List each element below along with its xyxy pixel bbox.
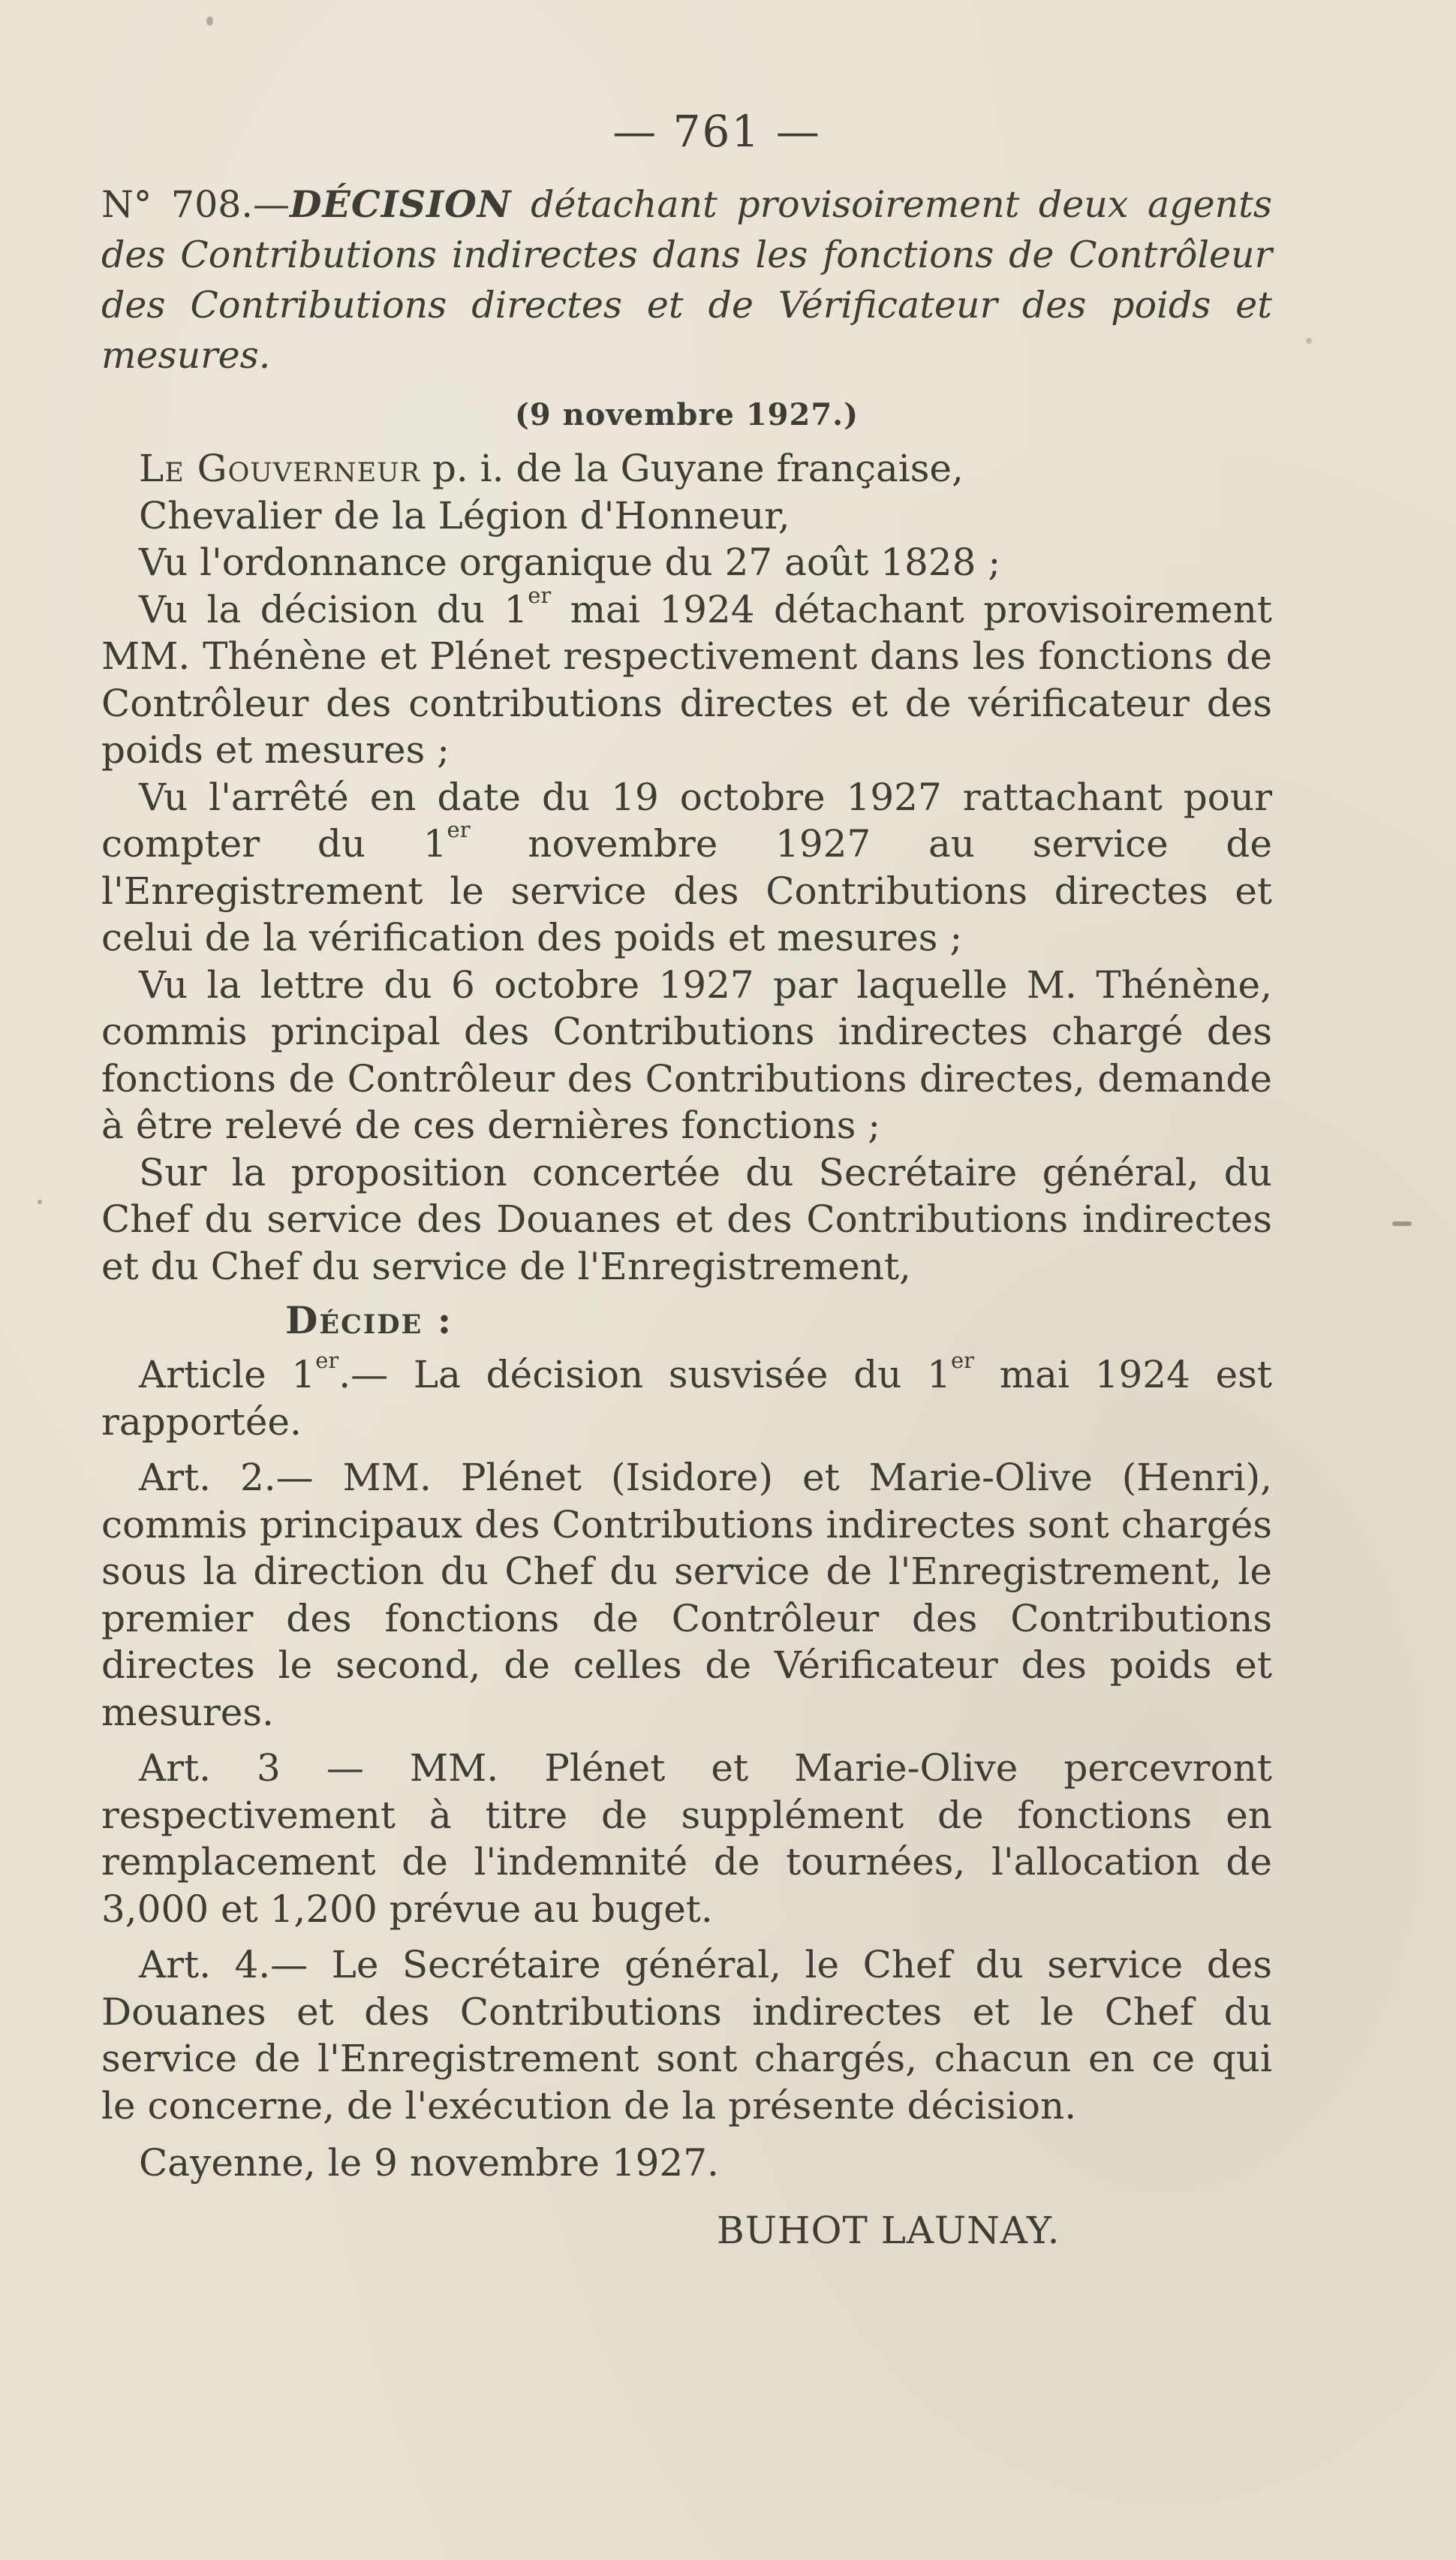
governor-rest: p. i. de la Guyane française, — [420, 447, 964, 490]
chevalier-line: Chevalier de la Légion d'Honneur, — [139, 493, 790, 538]
ordinal-sup: er — [315, 1347, 339, 1373]
vu-lettre: Vu la lettre du 6 octobre 1927 par laquelle M. Thénène, commis principal des Contributions indirectes chargé des fonctions de Contrôleur des Contributions directes, demande à être relevé de ces dernières fonctions ; — [101, 962, 1272, 1147]
decision-heading — [101, 179, 1272, 381]
ink-speck — [1392, 1221, 1412, 1226]
article-1-text: .— La décision susvisée du 1 — [338, 1353, 951, 1396]
vu-decision — [101, 582, 1272, 774]
vu-decision-text: mai 1924 détachant provisoirement MM. Thénène et Plénet respectivement dans les fonctions de Contrôleur des contributions directes et de vérificateur des poids et mesures ; — [101, 587, 1272, 772]
ink-speck — [206, 17, 213, 26]
vu-decision-text: Vu la décision du 1 — [139, 587, 528, 631]
decision-number: N° 708.— — [101, 183, 290, 226]
signature: BUHOT LAUNAY. — [717, 2209, 1060, 2252]
governor-line — [101, 445, 1272, 492]
article-4: Art. 4.— Le Secrétaire général, le Chef du service des Douanes et des Contributions indirectes et le Chef du service de l'Enregistrement sont chargés, chacun en ce qui le concerne, de l'exécution de la présente décision. — [101, 1943, 1272, 2128]
ink-speck — [1306, 338, 1312, 344]
vu-ordonnance: Vu l'ordonnance organique du 27 août 1828 ; — [139, 541, 1001, 584]
article-1-text: mai 1924 est rapportée. — [101, 1353, 1272, 1444]
vu-arrete-text: Vu l'arrêté en date du 19 octobre 1927 rattachant pour compter du 1 — [101, 775, 1272, 866]
page-number: — 761 — — [612, 106, 821, 157]
vu-arrete-text: novembre 1927 au service de l'Enregistrement le service des Contributions directes et celui de la vérification des poids et mesures ; — [101, 822, 1272, 959]
article-1-text: Article 1 — [139, 1353, 316, 1396]
decision-date: (9 novembre 1927.) — [514, 397, 859, 432]
governor-title: Le Gouverneur — [139, 447, 420, 490]
sur-proposition: Sur la proposition concertée du Secrétaire général, du Chef du service des Douanes et des Contributions indirectes et du Chef du service de l'Enregistrement, — [101, 1150, 1272, 1288]
decision-title: détachant provisoirement deux agents des Contributions indirectes dans les fonctions de Contrôleur des Contributions directes et de Vérificateur des poids et mesures. — [101, 183, 1272, 377]
article-1 — [101, 1347, 1272, 1445]
ordinal-sup: er — [950, 1347, 974, 1373]
page-content — [101, 101, 1272, 2254]
ordinal-sup: er — [528, 582, 552, 608]
decision-keyword: DÉCISION — [290, 182, 512, 226]
decide-label: Décide : — [285, 1298, 453, 1342]
ordinal-sup: er — [447, 816, 471, 842]
article-3: Art. 3 — MM. Plénet et Marie-Olive percevront respectivement à titre de supplément de fonctions en remplacement de l'indemnité de tournées, l'allocation de 3,000 et 1,200 prévue au buget. — [101, 1746, 1272, 1931]
article-2: Art. 2.— MM. Plénet (Isidore) et Marie-Olive (Henri), commis principaux des Contributions indirectes sont chargés sous la direction du Chef du service de l'Enregistrement, le premier des fonctions de Contrôleur des Contributions directes le second, de celles de Vérificateur des poids et mesures. — [101, 1456, 1272, 1734]
vu-arrete — [101, 774, 1272, 962]
ink-speck — [38, 1200, 42, 1204]
place-date: Cayenne, le 9 novembre 1927. — [139, 2141, 719, 2185]
